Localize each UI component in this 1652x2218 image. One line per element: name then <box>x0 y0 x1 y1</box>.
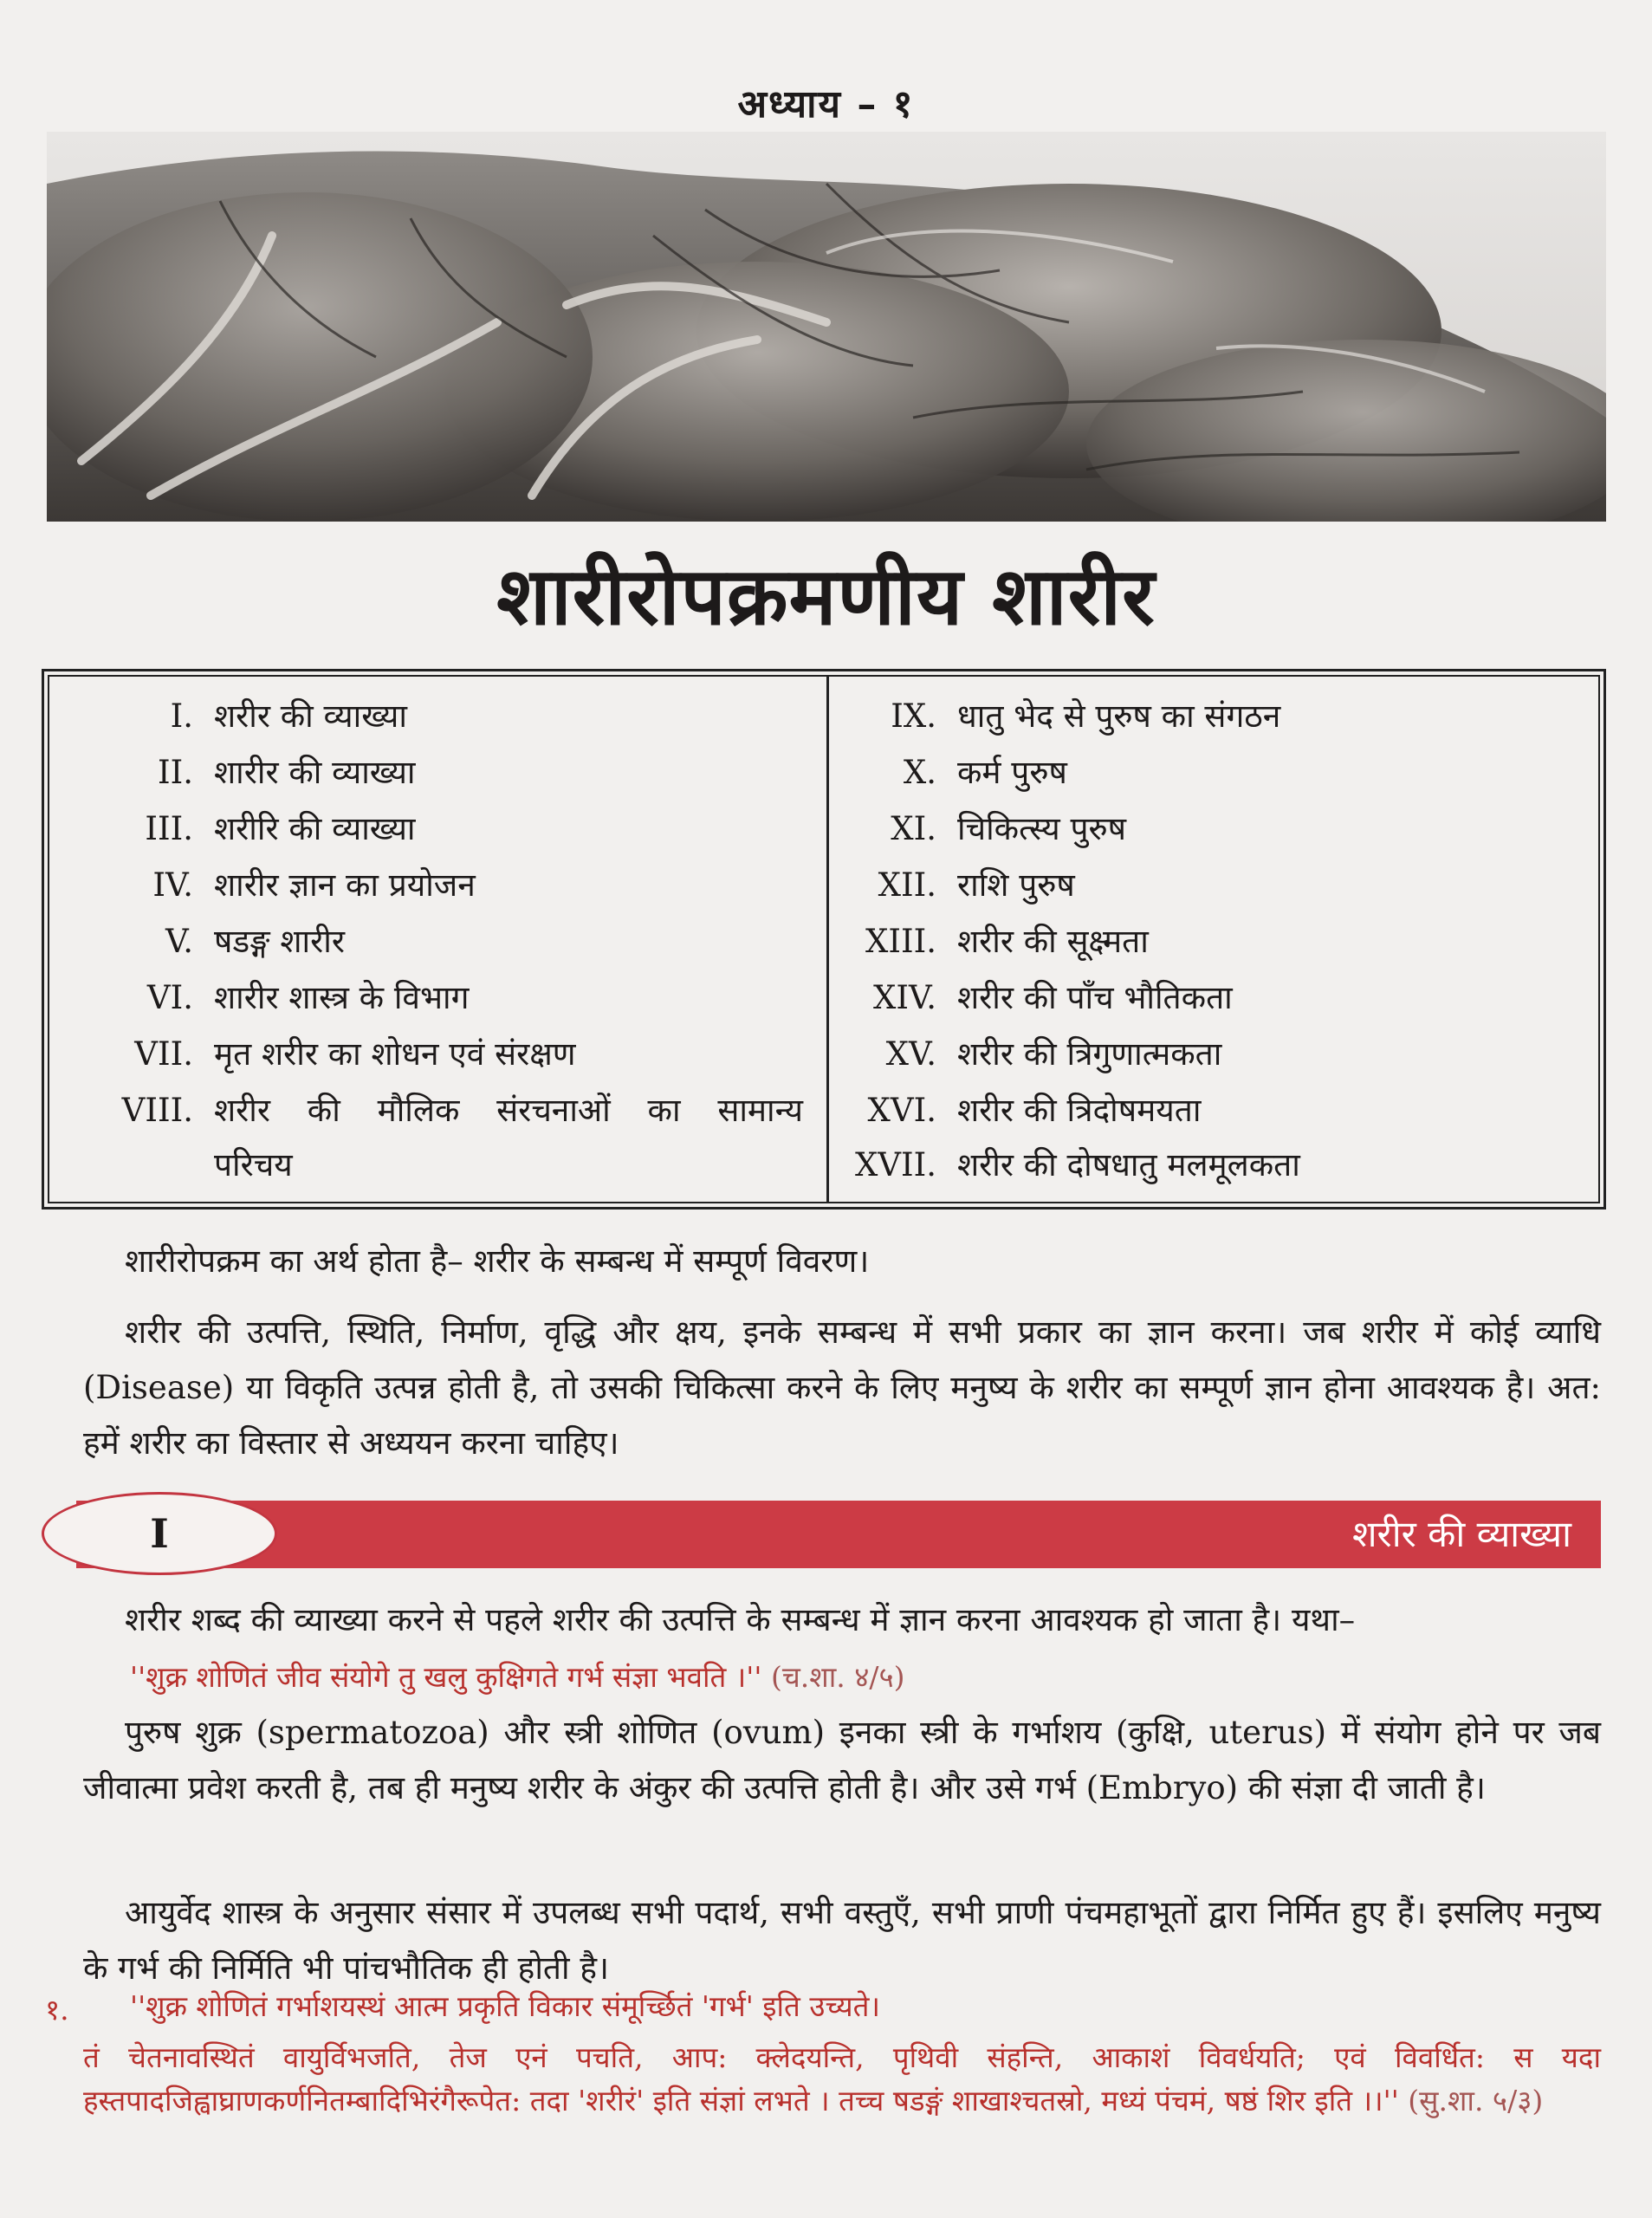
toc-item: III. शरीरि की व्याख्या <box>145 810 416 847</box>
chapter-label: अध्याय – १ <box>737 82 915 126</box>
toc-left-column <box>49 677 829 1202</box>
intro-paragraph-1: शारीरोपक्रम का अर्थ होता है– शरीर के सम्बन्ध में सम्पूर्ण विवरण। <box>125 1242 870 1280</box>
section-heading: शरीर की व्याख्या <box>1351 1513 1571 1555</box>
toc-item: IV. शारीर ज्ञान का प्रयोजन <box>152 866 476 904</box>
toc-item: VI. शारीर शास्त्र के विभाग <box>146 979 470 1016</box>
toc-item-continuation: परिचय <box>214 1146 293 1184</box>
toc-item: VII. मृत शरीर का शोधन एवं संरक्षण <box>134 1035 576 1073</box>
toc-item: II. शारीर की व्याख्या <box>158 754 416 791</box>
section-number-badge: I <box>42 1492 277 1575</box>
footnote-number: १. <box>45 1993 69 2027</box>
toc-item: V. षडङ्ग शारीर <box>165 923 345 960</box>
toc-item: VIII. शरीर की मौलिक संरचनाओं का सामान्य <box>121 1092 803 1129</box>
chapter-banner-image <box>47 132 1606 522</box>
toc-item: XIII. शरीर की सूक्ष्मता <box>865 923 1149 960</box>
toc-item: XV. शरीर की त्रिगुणात्मकता <box>885 1035 1222 1073</box>
footnote-first-line: ''शुक्र शोणितं गर्भाशयस्थं आत्म प्रकृति विकार संमूर्च्छितं 'गर्भ' इति उच्यते। <box>130 1989 880 2023</box>
quote-reference: (च.शा. ४/५) <box>770 1660 905 1694</box>
toc-item: XII. राशि पुरुष <box>878 866 1075 904</box>
section-header <box>42 1492 1601 1577</box>
section-paragraph-3: आयुर्वेद शास्त्र के अनुसार संसार में उपलब्ध सभी पदार्थ, सभी वस्तुएँ, सभी प्राणी पंचमहाभूतों द्वारा निर्मित हुए हैं। इसलिए मनुष्य के गर्भ की निर्मिति भी पांचभौतिक ही होती है। <box>83 1894 1601 1987</box>
toc-item: X. कर्म पुरुष <box>903 754 1067 791</box>
toc-item: XI. चिकित्स्य पुरुष <box>891 810 1127 847</box>
intro-paragraph-2: शरीर की उत्पत्ति, स्थिति, निर्माण, वृद्धि और क्षय, इनके सम्बन्ध में सभी प्रकार का ज्ञान करना। जब शरीर में कोई व्याधि (Disease) या विकृति उत्पन्न होती है, तो उसकी चिकित्सा करने के लिए मनुष्य के शरीर का सम्पूर्ण ज्ञान होना आवश्यक है। अत: हमें शरीर का विस्तार से अध्ययन करना चाहिए। <box>83 1313 1602 1462</box>
sanskrit-quote: ''शुक्र शोणितं जीव संयोगे तु खलु कुक्षिगते गर्भ संज्ञा भवति ।'' (च.शा. ४/५) <box>130 1660 905 1694</box>
section-paragraph-1: शरीर शब्द की व्याख्या करने से पहले शरीर की उत्पत्ति के सम्बन्ध में ज्ञान करना आवश्यक हो जाता है। यथा– <box>125 1601 1356 1638</box>
footnote-reference: (सु.शा. ५/३) <box>1408 2084 1544 2117</box>
toc-item: XIV. शरीर की पाँच भौतिकता <box>873 979 1233 1016</box>
table-of-contents <box>42 669 1606 1210</box>
footnote-body: तं चेतनावस्थितं वायुर्विभजति, तेज एनं पचति, आप: क्लेदयन्ति, पृथिवी संहन्ति, आकाशं विवर्धयति; एवं विवर्धित: स यदा हस्तपादजिह्वाघ्राणकर्णनितम्बादिभिरंगैरूपेत: तदा 'शरीरं' इति संज्ञां लभते । तच्च षडङ्गं शाखाश्चतस्रो, मध्यं पंचमं, षष्ठं शिर इति ।।'' (सु.शा. ५/३) <box>83 2040 1601 2117</box>
section-paragraph-2: पुरुष शुक्र (spermatozoa) और स्त्री शोणित (ovum) इनका स्त्री के गर्भाशय (कुक्षि, uterus) में संयोग होने पर जब जीवात्मा प्रवेश करती है, तब ही मनुष्य शरीर के अंकुर की उत्पत्ति होती है। और उसे गर्भ (Embryo) की संज्ञा दी जाती है। <box>83 1714 1601 1806</box>
toc-item: XVI. शरीर की त्रिदोषमयता <box>867 1092 1202 1129</box>
toc-item: IX. धातु भेद से पुरुष का संगठन <box>891 697 1281 735</box>
toc-item: XVII. शरीर की दोषधातु मलमूलकता <box>854 1146 1300 1184</box>
page-title: शारीरोपक्रमणीय शारीर <box>496 549 1156 643</box>
toc-item: I. शरीर की व्याख्या <box>170 697 407 735</box>
toc-right-column <box>829 677 1598 1202</box>
